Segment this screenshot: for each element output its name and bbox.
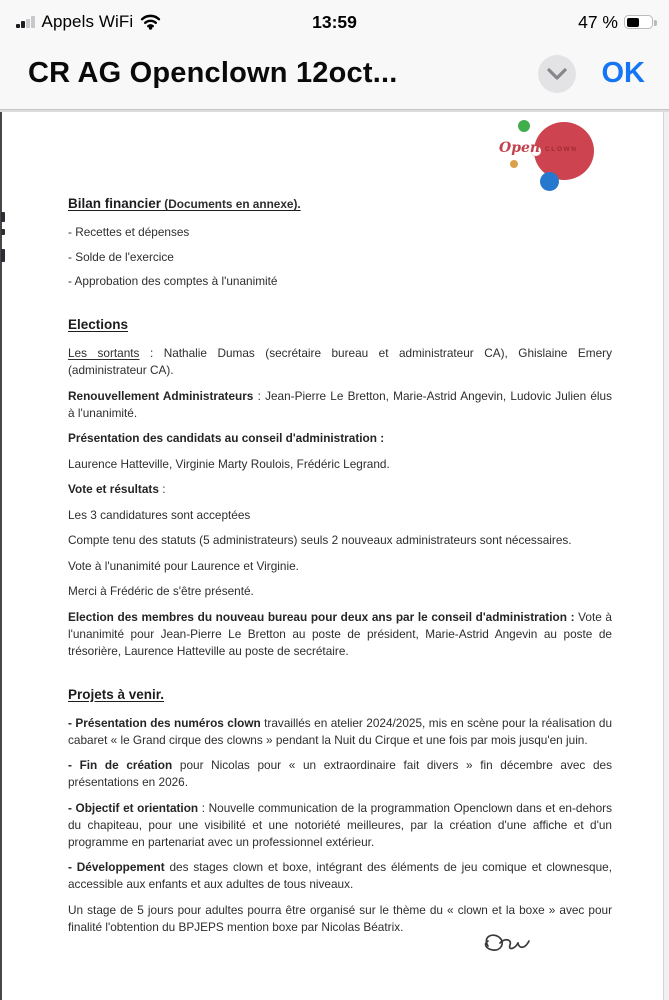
title-bar (0, 44, 669, 110)
paragraph: Compte tenu des statuts (5 administrateurs) seuls 2 nouveaux administrateurs sont nécessaires. (68, 533, 572, 547)
paragraph: Merci à Frédéric de s'être présenté. (68, 584, 254, 598)
document-page[interactable] (0, 110, 669, 1000)
scan-artifact (1, 212, 5, 222)
status-bar (0, 0, 669, 44)
carrier-label: Appels WiFi (41, 12, 134, 31)
battery-icon (624, 15, 653, 29)
paragraph-lead: - Objectif et orientation (68, 800, 199, 815)
paragraph-lead: Vote et résultats (68, 482, 159, 496)
paragraph-lead: Election des membres du nouveau bureau pour deux ans par le conseil d'administration : (68, 609, 575, 624)
bullet-item: - Recettes et dépenses (68, 225, 190, 239)
paragraph: - Objectif et orientation : Nouvelle communication de la programmation Openclown dans et en-dehors du chapiteau, pour une visibilité et une notoriété meilleures, par la création d'une affiche et d'un programme en partenariat avec un professionnel extérieur. (68, 800, 612, 849)
bullet-item: - Solde de l'exercice (68, 249, 174, 264)
paragraph: Présentation des candidats au conseil d'administration : (68, 431, 385, 445)
scan-artifact (1, 249, 5, 262)
paragraph: Laurence Hatteville, Virginie Marty Roulois, Frédéric Legrand. (68, 456, 390, 471)
bullet-item: - Approbation des comptes à l'unanimité (68, 274, 278, 288)
paragraph: - Présentation des numéros clown travaillés en atelier 2024/2025, mis en scène pour la réalisation du cabaret « le Grand cirque des clowns » pendant la Nuit du Cirque et une fois par mois jusqu'en juin. (68, 715, 613, 747)
page-right-edge (663, 112, 669, 1000)
paragraph: - Développement des stages clown et boxe, intégrant des éléments de jeu comique et clownesque, accessible aux enfants et aux adultes de tous niveaux. (68, 860, 612, 891)
clock: 13:59 (312, 11, 357, 32)
paragraph: Les 3 candidatures sont acceptées (68, 507, 251, 522)
battery-percent-label: 47 % (578, 11, 618, 32)
chevron-down-icon (546, 67, 568, 81)
section-heading-projets: Projets à venir. (68, 686, 165, 702)
openclown-logo (498, 120, 604, 194)
section-heading-bilan-financier: Bilan financier (Documents en annexe). (68, 196, 301, 211)
ok-button[interactable]: OK (601, 57, 645, 89)
logo-green-dot (518, 120, 530, 132)
page-left-edge (0, 112, 2, 1000)
scan-artifact (1, 229, 5, 235)
paragraph: Vote et résultats : (68, 482, 166, 496)
document-title: CR AG Openclown 12oct... (28, 57, 398, 89)
paragraph: Renouvellement Administrateurs : Jean-Pierre Le Bretton, Marie-Astrid Angevin, Ludovic Julien élus à l'unanimité. (68, 388, 612, 420)
paragraph-lead: Renouvellement Administrateurs (68, 388, 254, 403)
paragraph-lead: - Développement (68, 860, 165, 874)
paragraph-lead: - Fin de création (68, 758, 173, 772)
logo-blue-dot (540, 172, 559, 191)
paragraph: Les sortants : Nathalie Dumas (secrétaire bureau et administrateur CA), Ghislaine Emery (administrateur CA). (68, 346, 612, 377)
cellular-signal-icon (16, 16, 35, 28)
logo-open-text: Open (499, 140, 541, 156)
paragraph: Un stage de 5 jours pour adultes pourra être organisé sur le thème du « clown et la boxe » avec pour finalité l'obtention du BPJEPS mention boxe par Nicolas Béatrix. (68, 902, 612, 934)
collapse-button[interactable] (538, 55, 576, 93)
paragraph: - Fin de création pour Nicolas pour « un extraordinaire fait divers » fin décembre avec des présentations en 2026. (68, 758, 613, 789)
paragraph: Election des membres du nouveau bureau pour deux ans par le conseil d'administration : Vote à l'unanimité pour Jean-Pierre Le Bretton au poste de président, Marie-Astrid Angevin au poste de trésorière, Laurence Hatteville au poste de secrétaire. (68, 609, 612, 658)
paragraph: Vote à l'unanimité pour Laurence et Virginie. (68, 558, 299, 573)
logo-yellow-dot (510, 160, 518, 168)
heading-suffix: (Documents en annexe). (161, 197, 301, 211)
paragraph-lead: - Présentation des numéros clown (68, 715, 261, 730)
paragraph-lead: Les sortants (68, 346, 140, 360)
logo-clown-text: CLOWN (545, 146, 578, 153)
section-heading-elections: Elections (68, 317, 129, 332)
wifi-icon (140, 14, 161, 30)
